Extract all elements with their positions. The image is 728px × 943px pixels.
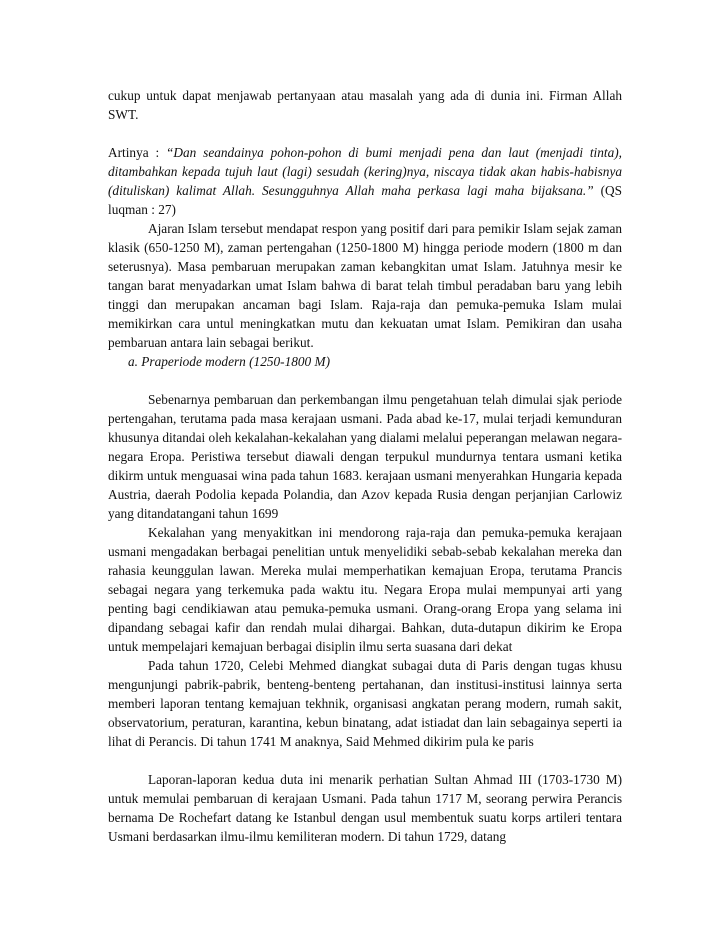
- paragraph-celebi-mehmed: Pada tahun 1720, Celebi Mehmed diangkat subagai duta di Paris dengan tugas khusu mengunjungi pabrik-pabrik, benteng-benteng pertahanan, dan institusi-institusi lainnya serta memberi laporan tentang kemajuan tekhnik, organisasi angkatan perang modern, rumah sakit, observatorium, peraturan, karantina, kebun binatang, adat istiadat dan lain sebagainya seperti ia lihat di Perancis. Di tahun 1741 M anaknya, Said Mehmed dikirim pula ke paris: [108, 658, 622, 749]
- paragraph-intro: cukup untuk dapat menjawab pertanyaan atau masalah yang ada di dunia ini. Firman Allah SWT.: [108, 88, 622, 122]
- translation-label: Artinya :: [108, 145, 167, 160]
- paragraph-islamic-response: Ajaran Islam tersebut mendapat respon yang positif dari para pemikir Islam sejak zaman klasik (650-1250 M), zaman pertengahan (1250-1800 M) hingga periode modern (1800 m dan seterusnya). Masa pembaruan merupakan zaman kebangkitan umat Islam. Jatuhnya mesir ke tangan barat menyadarkan umat Islam bahwa di barat telah timbul peradaban baru yang lebih tinggi dan merupakan ancaman bagi Islam. Raja-raja dan pemuka-pemuka Islam mulai memikirkan cara untul meningkatkan mutu dan kekuatan umat Islam. Pemikiran dan usaha pembaruan antara lain sebagai berikut.: [108, 221, 622, 350]
- quran-reference: (QS luqman : 27): [108, 183, 622, 217]
- quran-quote: “Dan seandainya pohon-pohon di bumi menjadi pena dan laut (menjadi tinta), ditambahkan kepada tujuh laut (lagi) sesudah (kering)nya, niscaya tidak akan habis-habisnya (dituliskan) kalimat Allah. Sesungguhnya Allah maha perkasa lagi maha bijaksana.”: [108, 145, 622, 198]
- paragraph-ottoman-decline: Sebenarnya pembaruan dan perkembangan ilmu pengetahuan telah dimulai sjak periode pertengahan, terutama pada masa kerajaan usmani. Pada abad ke-17, mulai terjadi kemunduran khusunya ditandai oleh kekalahan-kekalahan yang dialami melalui peperangan melawan negara-negara Eropa. Peristiwa tersebut diawali dengan terpukul mundurnya tentara usmani ketika dikirm untuk menguasai wina pada tahun 1683. kerajaan usmani menyerahkan Hungaria kepada Austria, daerah Podolia kepada Polandia, dan Azov kepada Rusia dengan perjanjian Carlowiz yang ditandatangani tahun 1699: [108, 392, 622, 521]
- paragraph-sultan-ahmad: Laporan-laporan kedua duta ini menarik perhatian Sultan Ahmad III (1703-1730 M) untuk memulai pembaruan di kerajaan Usmani. Pada tahun 1717 M, seorang perwira Perancis bernama De Rochefart datang ke Istanbul dengan usul membentuk suatu korps artileri tentara Usmani berdasarkan ilmu-ilmu kemiliteran modern. Di tahun 1729, datang: [108, 772, 622, 844]
- paragraph-european-progress: Kekalahan yang menyakitkan ini mendorong raja-raja dan pemuka-pemuka kerajaan usmani mengadakan berbagai penelitian untuk menyelidiki sebab-sebab kekalahan mereka dan rahasia keunggulan lawan. Mereka mulai memperhatikan kemajuan Eropa, terutama Prancis sebagai negara yang terkemuka pada waktu itu. Negara Eropa mulai mempunyai arti yang penting bagi cendikiawan atau pemuka-pemuka usmani. Orang-orang Eropa yang selama ini dipandang sebagai kafir dan rendah mulai dihargai. Bahkan, duta-dutapun dikirim ke Eropa untuk mempelajari kemajuan berbagai disiplin ilmu serta suasana dari dekat: [108, 525, 622, 654]
- section-heading-praperiode: a. Praperiode modern (1250-1800 M): [128, 354, 331, 369]
- paragraph-quran-translation: [108, 143, 622, 219]
